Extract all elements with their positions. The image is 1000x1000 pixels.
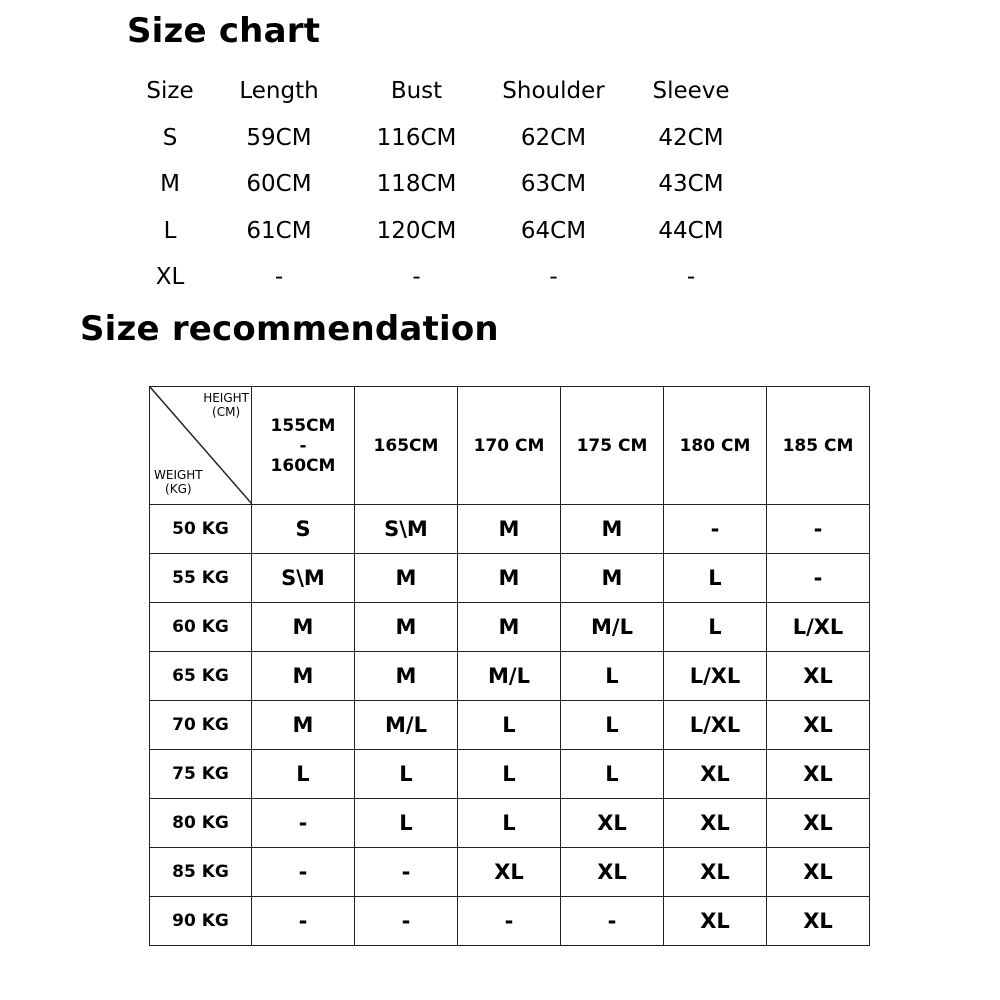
size-chart-header-row-cell: Size: [146, 78, 194, 105]
height-header-cell: 175 CM: [561, 387, 664, 505]
size-chart-row-cell: 62CM: [520, 124, 587, 151]
size-recommendation-cell: S: [252, 505, 355, 554]
size-chart-row-cell: 116CM: [376, 124, 457, 151]
size-chart-row: [130, 208, 760, 255]
weight-axis-label: WEIGHT (KG): [154, 468, 203, 496]
weight-row: [150, 799, 870, 848]
size-chart-row-cell: -: [274, 264, 284, 291]
size-recommendation-cell: XL: [767, 701, 870, 750]
size-chart-row-cell: L: [163, 217, 177, 244]
height-header-row: [150, 387, 870, 505]
size-chart-row-cell: 59CM: [246, 124, 312, 151]
size-chart-row-cell: 63CM: [520, 171, 587, 198]
size-recommendation-cell: XL: [767, 848, 870, 897]
size-recommendation-cell: XL: [767, 799, 870, 848]
size-recommendation-cell: M: [458, 603, 561, 652]
size-recommendation-cell: M/L: [355, 701, 458, 750]
size-recommendation-cell: L: [664, 603, 767, 652]
size-recommendation-cell: XL: [664, 750, 767, 799]
size-recommendation-cell: L: [561, 750, 664, 799]
size-recommendation-cell: L: [458, 701, 561, 750]
size-recommendation-cell: XL: [458, 848, 561, 897]
weight-label-cell: 70 KG: [150, 701, 252, 750]
weight-row: [150, 701, 870, 750]
height-header-cell: 165CM: [355, 387, 458, 505]
size-chart-row-cell: 44CM: [658, 217, 724, 244]
size-recommendation-cell: XL: [664, 897, 767, 946]
weight-label-cell: 55 KG: [150, 554, 252, 603]
size-recommendation-cell: M/L: [458, 652, 561, 701]
size-recommendation-cell: L/XL: [664, 701, 767, 750]
size-recommendation-cell: L/XL: [664, 652, 767, 701]
size-chart-row-cell: XL: [155, 264, 185, 291]
size-recommendation-cell: M: [355, 652, 458, 701]
weight-label-cell: 50 KG: [150, 505, 252, 554]
size-recommendation-cell: M: [458, 505, 561, 554]
size-recommendation-cell: M: [252, 603, 355, 652]
size-chart-row-cell: S: [162, 124, 178, 151]
weight-label-cell: 90 KG: [150, 897, 252, 946]
height-header-cell: 185 CM: [767, 387, 870, 505]
size-recommendation-cell: M: [458, 554, 561, 603]
size-recommendation-cell: XL: [664, 799, 767, 848]
weight-row: [150, 652, 870, 701]
weight-label-cell: 75 KG: [150, 750, 252, 799]
size-recommendation-cell: -: [561, 897, 664, 946]
height-header-cell: 180 CM: [664, 387, 767, 505]
size-chart-row-cell: -: [549, 264, 558, 291]
size-recommendation-cell: M: [252, 652, 355, 701]
weight-label-cell: 65 KG: [150, 652, 252, 701]
size-recommendation-cell: -: [252, 897, 355, 946]
size-recommendation-cell: L: [561, 652, 664, 701]
size-recommendation-cell: M: [252, 701, 355, 750]
weight-row: [150, 750, 870, 799]
size-chart-row-cell: -: [686, 264, 696, 291]
size-chart-row: [130, 115, 760, 162]
size-chart-row-cell: M: [160, 171, 180, 198]
size-chart-row-cell: 43CM: [658, 171, 724, 198]
weight-row: [150, 554, 870, 603]
size-recommendation-cell: L: [252, 750, 355, 799]
height-header-155-160: 155CM - 160CM: [252, 387, 355, 505]
size-recommendation-cell: -: [767, 554, 870, 603]
size-recommendation-cell: -: [252, 848, 355, 897]
size-recommendation-cell: L: [355, 750, 458, 799]
size-chart-row: [130, 254, 760, 301]
height-header-cell: 170 CM: [458, 387, 561, 505]
size-recommendation-cell: M: [355, 603, 458, 652]
size-recommendation-cell: XL: [767, 897, 870, 946]
size-recommendation-cell: S\M: [355, 505, 458, 554]
size-recommendation-title: Size recommendation: [80, 309, 499, 349]
weight-row: [150, 505, 870, 554]
size-chart-row-cell: -: [412, 264, 421, 291]
size-recommendation-cell: -: [355, 848, 458, 897]
size-recommendation-cell: XL: [561, 799, 664, 848]
size-chart-header-row: [130, 68, 760, 115]
size-recommendation-cell: M: [561, 554, 664, 603]
size-chart-row-cell: 118CM: [376, 171, 457, 198]
size-recommendation-cell: -: [767, 505, 870, 554]
size-chart-table: [130, 68, 760, 301]
height-axis-label: HEIGHT (CM): [203, 391, 249, 419]
size-recommendation-cell: -: [458, 897, 561, 946]
size-chart-header-row-cell: Bust: [390, 78, 443, 105]
size-recommendation-cell: L: [355, 799, 458, 848]
size-chart-row-cell: 42CM: [658, 124, 724, 151]
size-recommendation-cell: XL: [561, 848, 664, 897]
size-recommendation-cell: XL: [767, 750, 870, 799]
size-chart-row-cell: 64CM: [520, 217, 587, 244]
size-recommendation-cell: M: [561, 505, 664, 554]
size-chart-header-row-cell: Length: [239, 78, 319, 105]
size-recommendation-cell: M: [355, 554, 458, 603]
size-recommendation-cell: S\M: [252, 554, 355, 603]
weight-label-cell: 80 KG: [150, 799, 252, 848]
size-recommendation-cell: -: [664, 505, 767, 554]
size-recommendation-cell: L: [458, 750, 561, 799]
size-recommendation-cell: XL: [767, 652, 870, 701]
size-recommendation-cell: L: [664, 554, 767, 603]
weight-row: [150, 603, 870, 652]
size-recommendation-cell: -: [355, 897, 458, 946]
size-chart-row-cell: 120CM: [376, 217, 457, 244]
size-recommendation-table: [149, 386, 870, 946]
corner-cell: [150, 387, 252, 505]
size-chart-row: [130, 161, 760, 208]
size-chart-row-cell: 60CM: [246, 171, 312, 198]
size-chart-header-row-cell: Shoulder: [502, 78, 605, 105]
size-recommendation-cell: XL: [664, 848, 767, 897]
size-chart-header-row-cell: Sleeve: [652, 78, 730, 105]
size-recommendation-cell: L: [458, 799, 561, 848]
weight-row: [150, 897, 870, 946]
size-chart-row-cell: 61CM: [246, 217, 312, 244]
size-recommendation-cell: M/L: [561, 603, 664, 652]
weight-label-cell: 60 KG: [150, 603, 252, 652]
size-recommendation-cell: -: [252, 799, 355, 848]
size-recommendation-cell: L: [561, 701, 664, 750]
size-recommendation-cell: L/XL: [767, 603, 870, 652]
weight-label-cell: 85 KG: [150, 848, 252, 897]
weight-row: [150, 848, 870, 897]
size-chart-title: Size chart: [127, 11, 321, 51]
